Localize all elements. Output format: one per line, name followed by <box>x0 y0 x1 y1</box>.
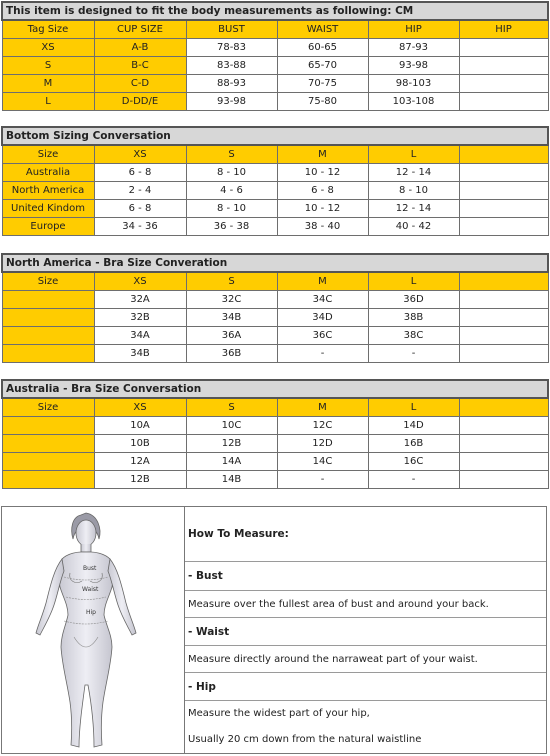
table-cell: 34D <box>277 309 368 327</box>
header-cell: BUST <box>186 20 277 39</box>
table-row <box>2 453 548 471</box>
table-cell: 38C <box>368 327 459 345</box>
table-cell <box>2 291 94 309</box>
table-row <box>2 93 548 111</box>
table-cell <box>2 453 94 471</box>
table-cell: 36A <box>186 327 277 345</box>
size-label-cell: L <box>2 93 94 111</box>
table-cell: 4 - 6 <box>186 182 277 200</box>
size-label-cell: XS <box>2 39 94 57</box>
header-cell: CUP SIZE <box>94 20 186 39</box>
table-cell <box>2 327 94 345</box>
table-cell: 16B <box>368 435 459 453</box>
table-cell: 12D <box>277 435 368 453</box>
header-cell: XS <box>94 272 186 291</box>
table-cell: 70-75 <box>277 75 368 93</box>
table-cell <box>459 453 548 471</box>
table-cell: 12A <box>94 453 186 471</box>
table-row <box>2 218 548 236</box>
table-cell <box>2 345 94 363</box>
table-cell: 40 - 42 <box>368 218 459 236</box>
table-cell: 6 - 8 <box>277 182 368 200</box>
header-cell: L <box>368 272 459 291</box>
header-row <box>2 145 548 164</box>
table-cell: - <box>277 345 368 363</box>
how-to-measure-panel <box>1 506 547 754</box>
table-cell: 10B <box>94 435 186 453</box>
table-cell: 38 - 40 <box>277 218 368 236</box>
hip-title: - Hip <box>185 673 546 701</box>
measure-instructions <box>185 507 546 753</box>
na-bra-table <box>1 253 549 363</box>
table-cell: C-D <box>94 75 186 93</box>
table-cell: 12C <box>277 417 368 435</box>
table-cell: 10 - 12 <box>277 200 368 218</box>
table-cell <box>459 327 548 345</box>
body-figure-illustration <box>2 507 184 753</box>
table-row <box>2 75 548 93</box>
table-cell <box>459 309 548 327</box>
how-to-measure-heading: How To Measure: <box>185 507 546 562</box>
table-row <box>2 345 548 363</box>
region-label-cell: Europe <box>2 218 94 236</box>
region-label-cell: North America <box>2 182 94 200</box>
table-cell <box>459 200 548 218</box>
table-cell: 36D <box>368 291 459 309</box>
header-cell: L <box>368 145 459 164</box>
table-cell: 75-80 <box>277 93 368 111</box>
table-cell: 2 - 4 <box>94 182 186 200</box>
header-cell: M <box>277 398 368 417</box>
header-cell: M <box>277 272 368 291</box>
hip-label: Hip <box>86 609 96 616</box>
au-bra-section <box>1 379 547 489</box>
table-cell <box>459 291 548 309</box>
header-cell: S <box>186 398 277 417</box>
table-cell: - <box>368 345 459 363</box>
hip-text-1: Measure the widest part of your hip, <box>188 708 370 719</box>
size-label-cell: M <box>2 75 94 93</box>
table-cell: 60-65 <box>277 39 368 57</box>
table-cell: 14D <box>368 417 459 435</box>
table-cell: 83-88 <box>186 57 277 75</box>
table-cell: 36 - 38 <box>186 218 277 236</box>
table-cell <box>2 417 94 435</box>
table-cell: D-DD/E <box>94 93 186 111</box>
table-row <box>2 435 548 453</box>
table-cell <box>459 164 548 182</box>
table-cell: 10C <box>186 417 277 435</box>
table-cell: 10 - 12 <box>277 164 368 182</box>
table-cell: 32A <box>94 291 186 309</box>
table-cell: 32C <box>186 291 277 309</box>
na-bra-section <box>1 253 547 363</box>
header-cell <box>459 398 548 417</box>
bust-text: Measure over the fullest area of bust and around your back. <box>185 591 546 618</box>
table-cell <box>459 435 548 453</box>
table-cell: - <box>368 471 459 489</box>
table-cell: 36B <box>186 345 277 363</box>
table-row <box>2 39 548 57</box>
table-cell: 8 - 10 <box>368 182 459 200</box>
table-cell: 12 - 14 <box>368 164 459 182</box>
table-cell: 34C <box>277 291 368 309</box>
header-row <box>2 272 548 291</box>
header-cell: S <box>186 145 277 164</box>
table-cell: 93-98 <box>368 57 459 75</box>
table-cell: 14A <box>186 453 277 471</box>
header-cell: L <box>368 398 459 417</box>
header-cell: Size <box>2 272 94 291</box>
table-row <box>2 327 548 345</box>
table-cell: - <box>277 471 368 489</box>
table-cell: A-B <box>94 39 186 57</box>
body-measurement-table <box>1 1 549 111</box>
table-row <box>2 471 548 489</box>
table-row <box>2 291 548 309</box>
waist-text: Measure directly around the narraweat part of your waist. <box>185 646 546 673</box>
table-cell: 12 - 14 <box>368 200 459 218</box>
hip-text-2: Usually 20 cm down from the natural waistline <box>188 734 422 745</box>
waist-title: - Waist <box>185 618 546 646</box>
table-cell <box>459 75 548 93</box>
table-cell: B-C <box>94 57 186 75</box>
table-cell: 34A <box>94 327 186 345</box>
header-cell: XS <box>94 398 186 417</box>
table-cell: 87-93 <box>368 39 459 57</box>
table-cell: 34B <box>94 345 186 363</box>
table-title: Bottom Sizing Conversation <box>2 127 548 145</box>
table-row <box>2 309 548 327</box>
table-cell <box>2 435 94 453</box>
table-cell: 65-70 <box>277 57 368 75</box>
header-cell: XS <box>94 145 186 164</box>
bust-title: - Bust <box>185 562 546 591</box>
table-row <box>2 164 548 182</box>
header-cell: WAIST <box>277 20 368 39</box>
table-row <box>2 200 548 218</box>
table-cell: 14C <box>277 453 368 471</box>
header-cell <box>459 145 548 164</box>
table-cell: 12B <box>186 435 277 453</box>
table-cell: 93-98 <box>186 93 277 111</box>
table-cell: 16C <box>368 453 459 471</box>
table-cell: 10A <box>94 417 186 435</box>
header-row <box>2 20 548 39</box>
table-row <box>2 417 548 435</box>
table-cell <box>459 93 548 111</box>
table-row <box>2 182 548 200</box>
table-title: North America - Bra Size Converation <box>2 254 548 272</box>
table-cell: 103-108 <box>368 93 459 111</box>
table-cell: 36C <box>277 327 368 345</box>
bust-label: Bust <box>83 565 97 572</box>
header-cell: M <box>277 145 368 164</box>
table-title: This item is designed to fit the body measurements as following: CM <box>2 2 548 20</box>
table-row <box>2 57 548 75</box>
table-cell <box>459 182 548 200</box>
table-cell <box>459 471 548 489</box>
bottom-sizing-section <box>1 126 547 236</box>
size-label-cell: S <box>2 57 94 75</box>
table-cell: 38B <box>368 309 459 327</box>
header-row <box>2 398 548 417</box>
table-cell: 34 - 36 <box>94 218 186 236</box>
table-cell <box>2 309 94 327</box>
table-cell: 98-103 <box>368 75 459 93</box>
header-cell: Size <box>2 145 94 164</box>
body-measurement-section <box>1 1 547 111</box>
bottom-sizing-table <box>1 126 549 236</box>
table-cell: 6 - 8 <box>94 164 186 182</box>
table-cell: 32B <box>94 309 186 327</box>
au-bra-table <box>1 379 549 489</box>
table-cell <box>459 39 548 57</box>
table-cell: 12B <box>94 471 186 489</box>
header-cell <box>459 272 548 291</box>
table-cell <box>2 471 94 489</box>
waist-label: Waist <box>82 586 99 593</box>
table-cell: 78-83 <box>186 39 277 57</box>
table-cell: 34B <box>186 309 277 327</box>
table-cell: 8 - 10 <box>186 200 277 218</box>
table-cell <box>459 417 548 435</box>
header-cell: Tag Size <box>2 20 94 39</box>
table-cell: 8 - 10 <box>186 164 277 182</box>
table-cell <box>459 57 548 75</box>
header-cell: HIP <box>459 20 548 39</box>
table-title: Australia - Bra Size Conversation <box>2 380 548 398</box>
header-cell: HIP <box>368 20 459 39</box>
body-figure <box>2 507 185 753</box>
table-cell: 6 - 8 <box>94 200 186 218</box>
header-cell: S <box>186 272 277 291</box>
table-cell <box>459 218 548 236</box>
table-cell <box>459 345 548 363</box>
table-cell: 14B <box>186 471 277 489</box>
table-cell: 88-93 <box>186 75 277 93</box>
header-cell: Size <box>2 398 94 417</box>
region-label-cell: United Kindom <box>2 200 94 218</box>
region-label-cell: Australia <box>2 164 94 182</box>
